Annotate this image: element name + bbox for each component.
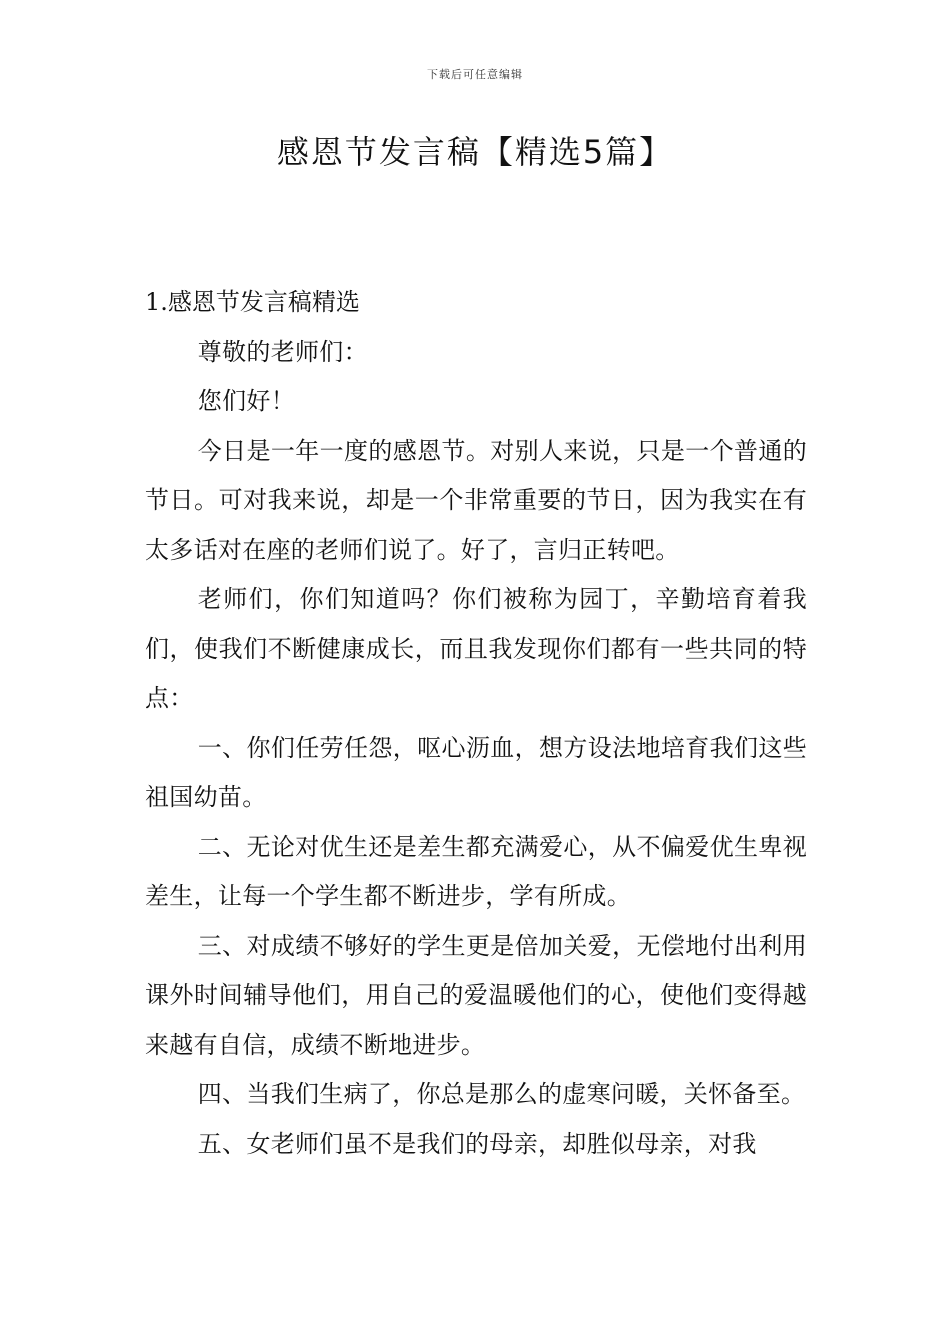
section-heading: 1.感恩节发言稿精选 bbox=[145, 288, 360, 316]
paragraph: 老师们，你们知道吗？你们被称为园丁，辛勤培育着我们，使我们不断健康成长，而且我发现你们都有一些共同的特点： bbox=[145, 585, 807, 712]
paragraph: 五、女老师们虽不是我们的母亲，却胜似母亲，对我 bbox=[197, 1129, 757, 1158]
document-body bbox=[145, 278, 807, 1169]
paragraph-greeting: 您们好！ bbox=[197, 387, 295, 415]
document-title: 感恩节发言稿【精选5篇】 bbox=[276, 133, 674, 171]
paragraph: 二、无论对优生还是差生都充满爱心，从不偏爱优生卑视差生，让每一个学生都不断进步，学有所成。 bbox=[145, 832, 807, 910]
paragraph-salutation: 尊敬的老师们： bbox=[197, 337, 368, 366]
paragraph: 今日是一年一度的感恩节。对别人来说，只是一个普通的节日。可对我来说，却是一个非常重要的节日，因为我实在有太多话对在座的老师们说了。好了，言归正转吧。 bbox=[145, 436, 807, 564]
paragraph: 三、对成绩不够好的学生更是倍加关爱，无偿地付出利用课外时间辅导他们，用自己的爱温暖他们的心，使他们变得越来越有自信，成绩不断地进步。 bbox=[145, 931, 807, 1059]
paragraph: 一、你们任劳任怨，呕心沥血，想方设法地培育我们这些祖国幼苗。 bbox=[145, 733, 807, 811]
paragraph: 四、当我们生病了，你总是那么的虚寒问暖，关怀备至。 bbox=[197, 1080, 806, 1108]
header-note: 下载后可任意编辑 bbox=[427, 68, 523, 81]
